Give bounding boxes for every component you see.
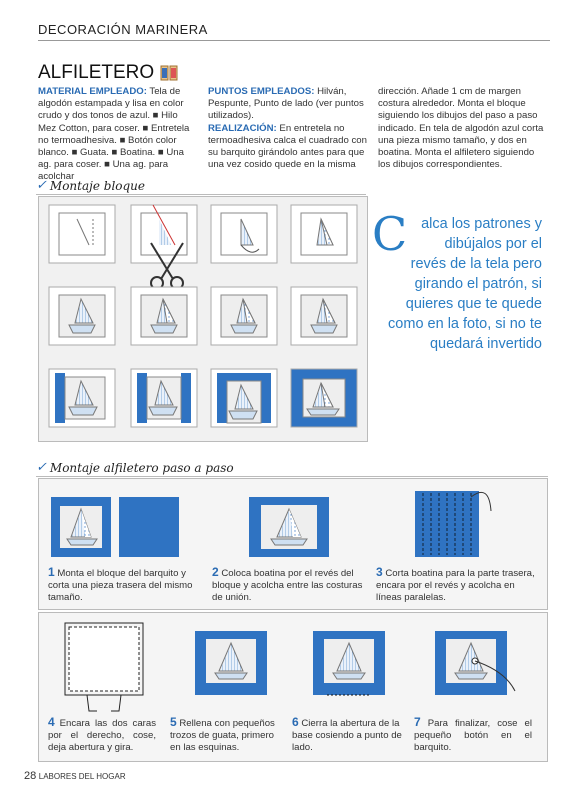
step-number: 4: [48, 715, 55, 729]
realization-label: REALIZACIÓN:: [208, 122, 277, 134]
tip-quote: [372, 207, 542, 354]
steps-illustrations-bottom: [39, 613, 549, 713]
step-4: [48, 716, 156, 754]
step-6: [292, 716, 404, 754]
step-number: 6: [292, 715, 299, 729]
materials-text: Tela de algodón estampada y lisa en color crudo y dos tonos de azul. ■ Hilo Mez Cotton, para coser. ■ Entretela no termoadhesiva. ■ Botón color blanco. ■ Guata. ■ Boatina. ■ Una ag. para coser. ■ Una ag. para acolchar: [38, 86, 190, 183]
divider: [36, 194, 366, 195]
realization-continued: dirección. Añade 1 cm de margen costura alrededor. Monta el bloque siguiendo los dibujos del paso a paso indicado. En tela de algodón azul corta una pieza mismo tamaño, y dos en boatina. Monta el alfiletero siguiendo los dibujos correspondientes.: [378, 86, 544, 171]
step-number: 5: [170, 715, 177, 729]
steps-section-title-text: Montaje alfiletero paso a paso: [49, 460, 234, 475]
divider: [36, 476, 548, 477]
page-title-text: ALFILETERO: [38, 62, 155, 83]
quote-initial: C: [372, 207, 408, 261]
step-number: 1: [48, 565, 55, 579]
quote-text: alca los patrones y dibújalos por el revés de la tela pero girando el patrón, si quieres que te quede como en la foto, si no te quedará invertido: [388, 216, 542, 352]
step-1: [48, 566, 200, 604]
step-text: Corta boatina para la parte trasera, encara por el revés y acolcha en líneas paralelas.: [376, 568, 535, 603]
materials-label: MATERIAL EMPLEADO:: [38, 86, 147, 97]
back-piece: [119, 497, 179, 557]
block-diagram-panel: [38, 196, 368, 442]
thread-spool-icon: [160, 65, 178, 81]
step-text: Monta el bloque del barquito y corta una pieza trasera del mismo tamaño.: [48, 568, 193, 603]
points-column: [208, 86, 368, 171]
step-text: Coloca boatina por el revés del bloque y acolcha entre las costuras de unión.: [212, 568, 363, 603]
step-number: 3: [376, 565, 383, 579]
page-title: [38, 62, 178, 84]
realization-text: En entretela no termoadhesiva calca el cuadrado con su barquito girándolo antes para que una vez cosido quede en la misma: [208, 122, 367, 171]
step-7: [414, 716, 532, 754]
step-number: 2: [212, 565, 219, 579]
step-text: Cierra la abertura de la base cosiendo a punto de lado.: [292, 718, 402, 753]
page-footer: [24, 770, 126, 782]
step-2: [212, 566, 364, 604]
block-section-title: [36, 178, 145, 193]
step-5: [170, 716, 282, 754]
step-number: 7: [414, 715, 421, 729]
points-label: PUNTOS EMPLEADOS:: [208, 86, 315, 97]
step-text: Para finalizar, cose el pequeño botón en el barquito.: [414, 718, 532, 753]
section-title: DECORACIÓN MARINERA: [38, 22, 208, 37]
divider: [38, 40, 550, 41]
block-section-title-text: Montaje bloque: [49, 178, 146, 193]
magazine-name: LABORES DEL HOGAR: [38, 772, 126, 781]
check-icon: ✓: [36, 178, 47, 193]
points-text: Hilván, Pespunte, Punto de lado (ver puntos utilizados).: [208, 86, 364, 122]
step-text: Rellena con pequeños trozos de guata, primero en las esquinas.: [170, 718, 275, 753]
page-number: 28: [24, 770, 37, 782]
check-icon: ✓: [36, 460, 47, 475]
block-assembly-diagram: [39, 197, 369, 443]
step-3: [376, 566, 536, 604]
steps-section-title: [36, 460, 234, 475]
materials-column: [38, 86, 198, 184]
step-text: Encara las dos caras por el derecho, cose, deja abertura y gira.: [48, 718, 156, 753]
